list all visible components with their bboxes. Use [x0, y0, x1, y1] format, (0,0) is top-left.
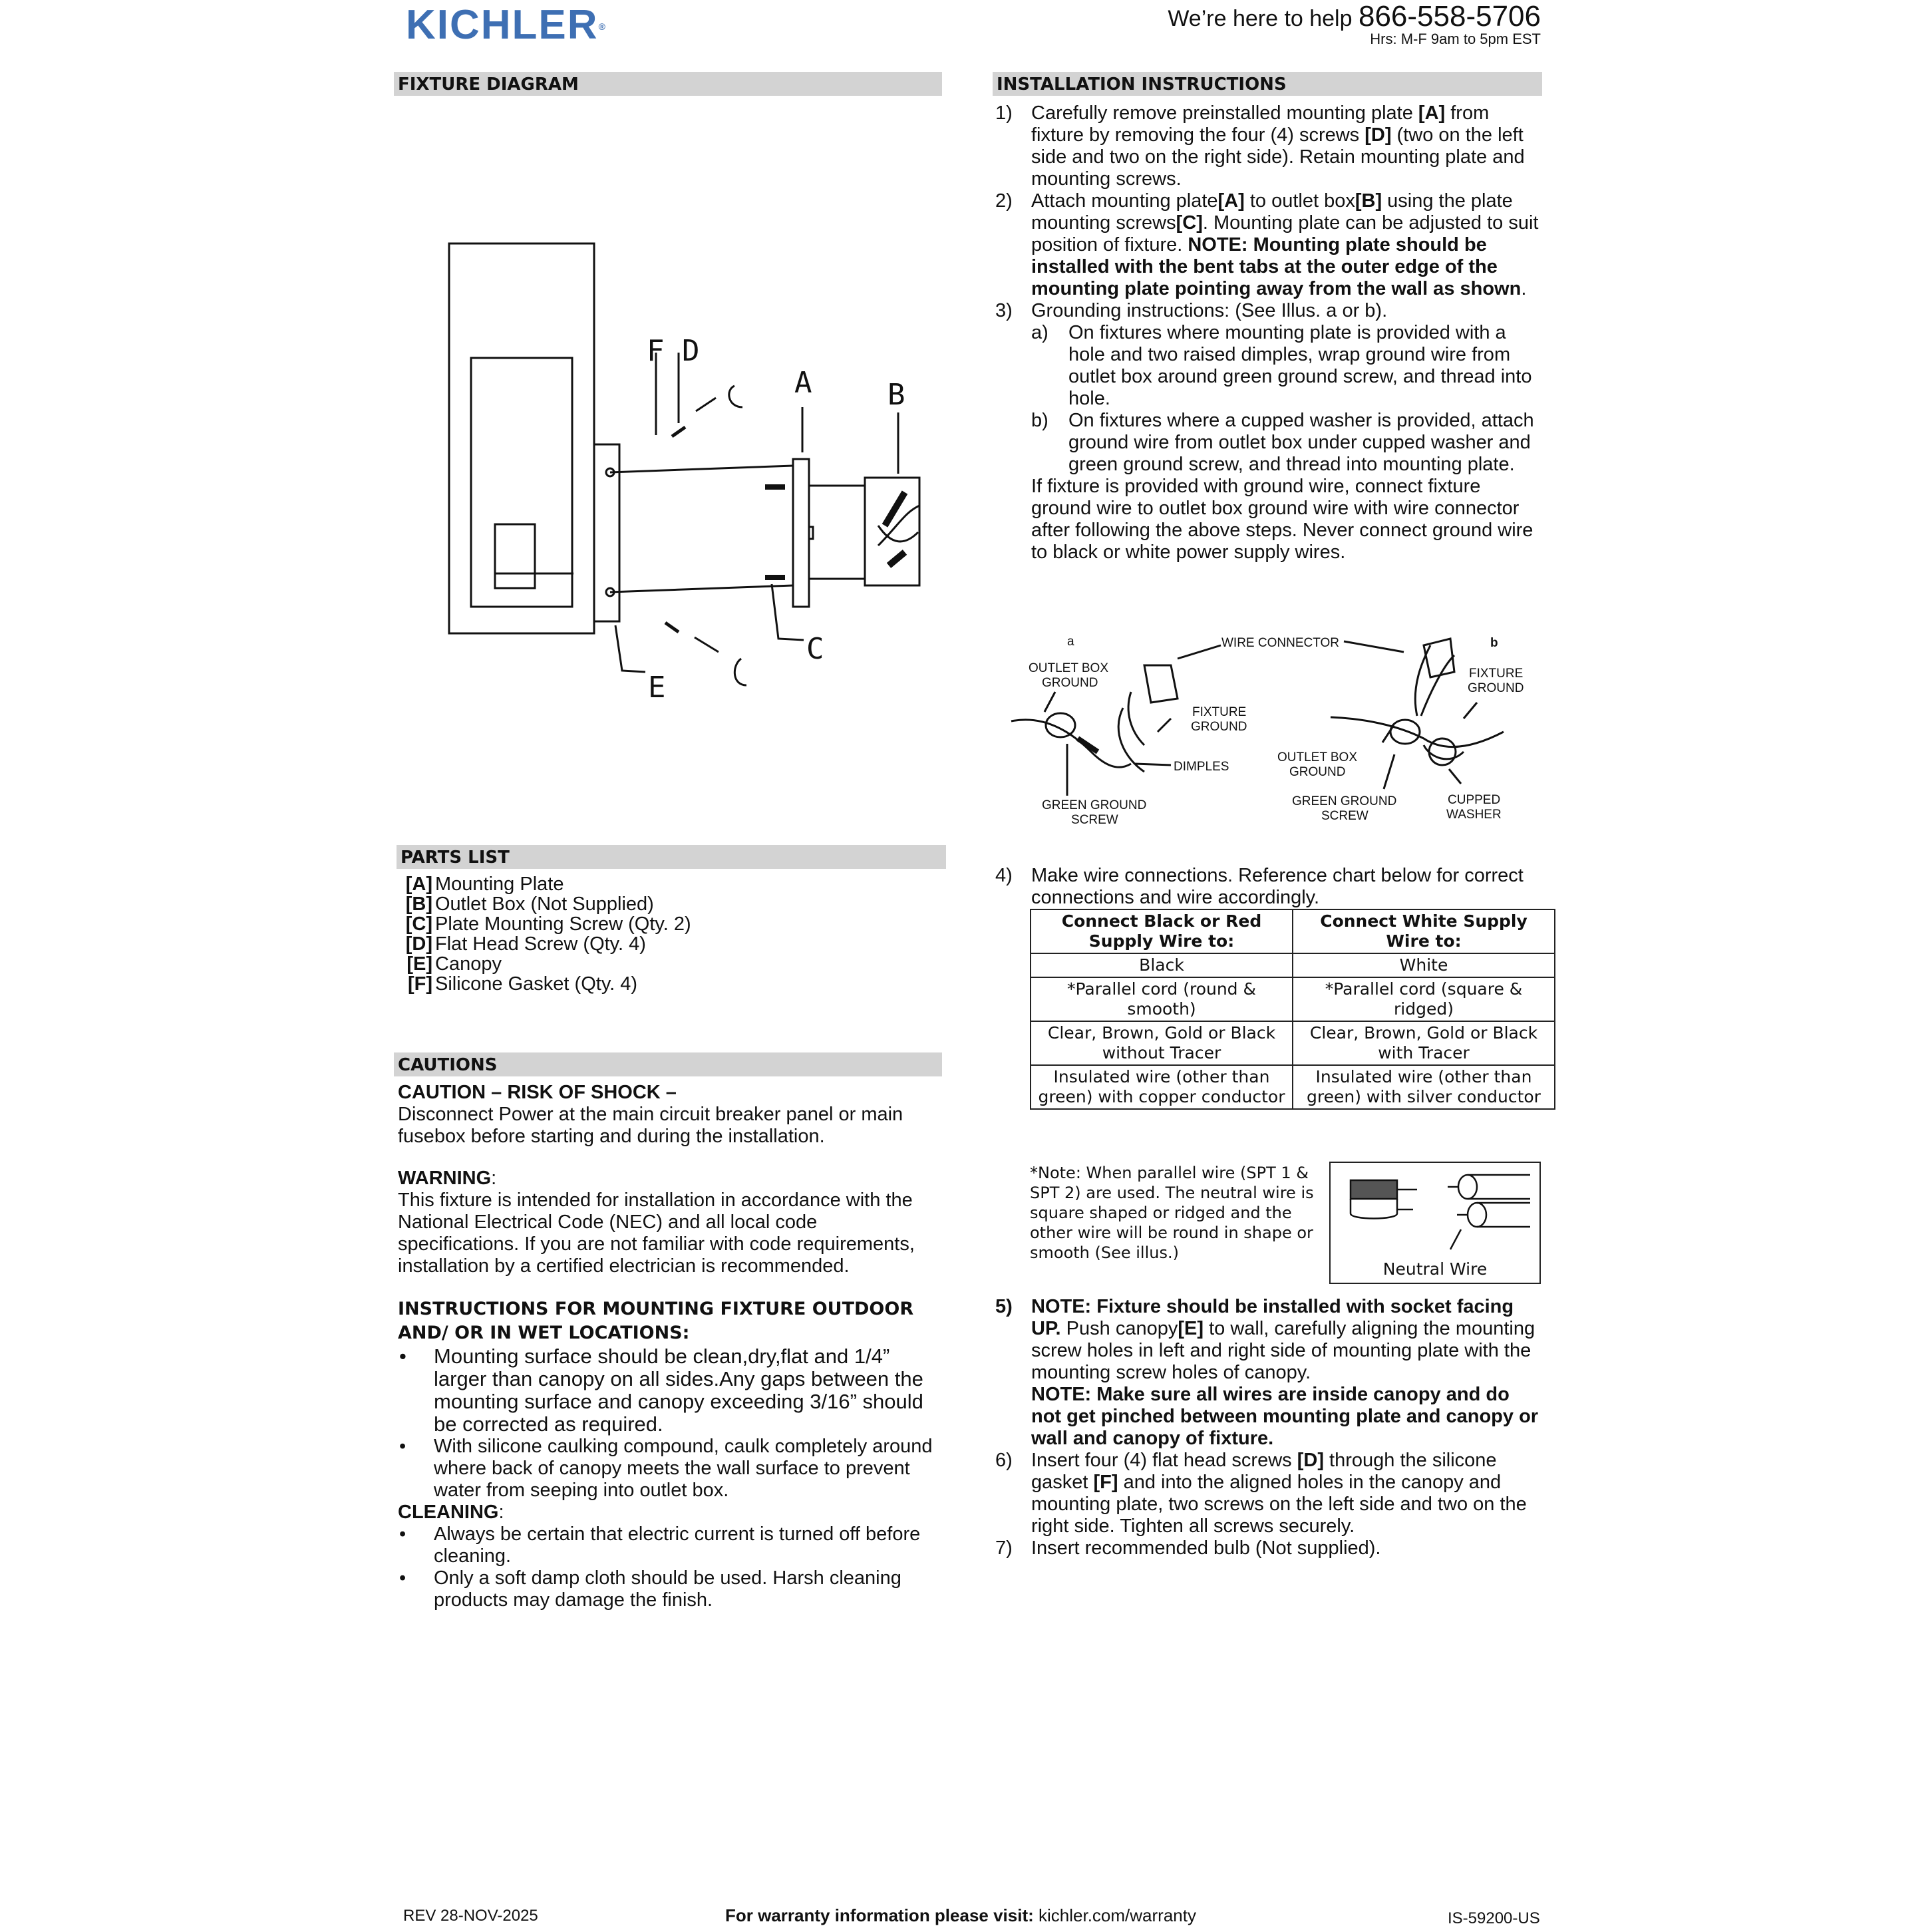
step-3a: a) On fixtures where mounting plate is provided with a hole and two raised dimples, wrap ground wire from outlet box around green ground screw, and thread into hole. [1031, 322, 1532, 409]
section-parts-list: PARTS LIST [397, 845, 946, 869]
warranty-link[interactable]: kichler.com/warranty [1039, 1905, 1196, 1925]
section-fixture-diagram: FIXTURE DIAGRAM [394, 72, 942, 96]
neutral-wire-icon [1331, 1163, 1539, 1256]
shock-text: Disconnect Power at the main circuit breaker panel or main fusebox before starting and during the installation. [398, 1104, 903, 1147]
phone-number: 866-558-5706 [1358, 0, 1541, 33]
green-screw-b-line2: SCREW [1321, 809, 1368, 823]
step-7: 7) Insert recommended bulb (Not supplied). [995, 1537, 1381, 1559]
part-item-f: [F] Silicone Gasket (Qty. 4) [407, 973, 638, 995]
cautions-block: CAUTION – RISK OF SHOCK – Disconnect Power at the main circuit breaker panel or main fusebox before starting and during the installation. WARNING: This fixture is intended for installation in accordance with the National Electrical Code (NEC) and all local code specifications. If you are not familiar with code requirements, installation by a certified electrician is recommended. INSTRUCTIONS FOR MOUNTING FIXTURE OUTDOOR AND/ OR IN WET LOCATIONS: • Mounting surface should be clean,dry,flat and 1/4” larger than canopy on all sides.Any gaps between the mounting surface and canopy exceeding 3/16” should be corrected as required. • With silicone caulking compound, caulk completely around where back of canopy meets the wall surface to prevent water from seeping into outlet box. CLEANING: • Always be certain that electric current is turned off before cleaning. • Only a soft damp cloth should be used. Harsh cleaning products may damage the finish. [398, 1082, 943, 1611]
outlet-box-ground-b-line2: GROUND [1289, 765, 1346, 779]
ground-note: If fixture is provided with ground wire, connect fixture ground wire to outlet box ground wire with wire connector after following the above steps. Never connect ground wire to black or white power supply wires. [1031, 476, 1533, 563]
help-text: We’re here to help [1168, 6, 1353, 31]
steps-1-3 [995, 102, 1542, 564]
label-b: B [887, 378, 905, 412]
green-screw-a-line2: SCREW [1071, 813, 1118, 827]
part-item-d: [D] Flat Head Screw (Qty. 4) [405, 933, 646, 955]
fixture-diagram [426, 233, 945, 725]
brand-logo: KICHLER® [406, 2, 607, 48]
table-header: Connect Black or Red Supply Wire to: [1031, 909, 1293, 953]
outdoor-title: INSTRUCTIONS FOR MOUNTING FIXTURE OUTDOOR AND/ OR IN WET LOCATIONS: [398, 1299, 914, 1343]
shock-title: CAUTION – RISK OF SHOCK – [398, 1082, 677, 1103]
part-item-b: [B] Outlet Box (Not Supplied) [405, 893, 654, 915]
outlet-box-ground-b-line1: OUTLET BOX [1277, 750, 1358, 764]
fixture-ground-b-line1: FIXTURE [1469, 667, 1524, 681]
mounting-plate [793, 459, 809, 607]
fixture-ground-b-line2: GROUND [1468, 681, 1524, 695]
part-item-c: [C] Plate Mounting Screw (Qty. 2) [405, 913, 691, 935]
help-contact [1168, 0, 1541, 48]
steps-5-7 [995, 1296, 1542, 1559]
warning-text: This fixture is intended for installation in accordance with the National Electrical Code (NEC) and all local code specifications. If you are not familiar with code requirements, installation by a certified electrician is recommended. [398, 1190, 915, 1277]
step-4: 4) Make wire connections. Reference chart below for correct connections and wire accordingly. [995, 865, 1524, 908]
part-item-e: [E] Canopy [406, 953, 502, 975]
section-installation: INSTALLATION INSTRUCTIONS [993, 72, 1542, 96]
cleaning-item: • Only a soft damp cloth should be used. Harsh cleaning products may damage the finish. [399, 1567, 901, 1611]
green-screw-a-line1: GREEN GROUND [1042, 798, 1147, 812]
fixture-window [471, 358, 572, 607]
hours: Hrs: M-F 9am to 5pm EST [1370, 31, 1541, 47]
fixture-ground-a-line1: FIXTURE [1192, 705, 1247, 719]
label-c: C [806, 632, 824, 666]
cleaning-item: • Always be certain that electric current is turned off before cleaning. [399, 1524, 921, 1567]
revision-date: REV 28-NOV-2025 [403, 1907, 538, 1925]
dimples-label: DIMPLES [1174, 760, 1229, 774]
table-header: Connect White Supply Wire to: [1293, 909, 1555, 953]
label-fd: F D [647, 334, 700, 368]
warranty-info: For warranty information please visit: kichler.com/warranty [725, 1905, 1196, 1925]
table-row: Insulated wire (other than green) with copper conductor Insulated wire (other than green) with silver conductor [1031, 1065, 1555, 1109]
cupped-washer-line2: WASHER [1446, 808, 1502, 822]
step-1: 1) Carefully remove preinstalled mounting plate [A] from fixture by removing the four (4) screws [D] (two on the left side and two on the right side). Retain mounting plate and mounting screws. [995, 102, 1525, 190]
wire-connection-table [1030, 909, 1555, 1110]
warning-title: WARNING [398, 1168, 492, 1189]
label-e: E [648, 671, 666, 705]
table-row: Black White [1031, 953, 1555, 977]
illus-b-label: b [1490, 636, 1498, 650]
part-item-a: [A] Mounting Plate [405, 874, 564, 895]
fixture-ground-a-line2: GROUND [1191, 720, 1247, 734]
neutral-wire-illustration [1329, 1162, 1541, 1284]
parallel-wire-note: *Note: When parallel wire (SPT 1 & SPT 2) are used. The neutral wire is square shaped or ridged and the other wire will be round in shape or smooth (See illus.) [1030, 1164, 1314, 1262]
step-5: 5) NOTE: Fixture should be installed with socket facing UP. Push canopy[E] to wall, carefully aligning the mounting screw holes in left and right side of mounting plate with the mounting screw holes of canopy. NOTE: Make sure all wires are inside canopy and do not get pinched between mounting plate and canopy or wall and canopy of fixture. [995, 1296, 1539, 1449]
outdoor-item: • Mounting surface should be clean,dry,flat and 1/4” larger than canopy on all sides.Any gaps between the mounting surface and canopy exceeding 3/16” should be corrected as required. [399, 1345, 923, 1436]
document-id: IS-59200-US [1448, 1909, 1540, 1927]
outlet-box-ground-a-line1: OUTLET BOX [1029, 661, 1109, 675]
cleaning-title: CLEANING [398, 1502, 499, 1523]
illus-a-label: a [1067, 635, 1074, 649]
outlet-box-ground-a-line2: GROUND [1042, 676, 1098, 690]
grounding-illustration [998, 629, 1530, 828]
step-3: 3) Grounding instructions: (See Illus. a or b). a) On fixtures where mounting plate is provided with a hole and two raised dimples, wrap ground wire from outlet box around green ground screw, and thread into hole. b) On fixtures where a cupped washer is provided, attach ground wire from outlet box under cupped washer and green ground screw, and thread into mounting plate. If fixture is provided with ground wire, connect fixture ground wire to outlet box ground wire with wire connector after following the above steps. Never connect ground wire to black or white power supply wires. [995, 300, 1542, 564]
neutral-wire-label: Neutral Wire [1382, 1259, 1488, 1279]
table-row: *Parallel cord (round & smooth) *Parallel cord (square & ridged) [1031, 977, 1555, 1021]
table-row: Clear, Brown, Gold or Black without Tracer Clear, Brown, Gold or Black with Tracer [1031, 1021, 1555, 1065]
parts-list [399, 874, 691, 994]
outdoor-item: • With silicone caulking compound, caulk completely around where back of canopy meets the wall surface to prevent water from seeping into outlet box. [399, 1436, 933, 1501]
step-6: 6) Insert four (4) flat head screws [D] through the silicone gasket [F] and into the aligned holes in the canopy and mounting plate, two screws on the left side and two on the right side. Tighten all screws securely. [995, 1450, 1527, 1537]
wire-connector-label: WIRE CONNECTOR [1221, 636, 1339, 650]
step-2: 2) Attach mounting plate[A] to outlet box[B] using the plate mounting screws[C]. Mounting plate can be adjusted to suit position of fixture. NOTE: Mounting plate should be installed with the bent tabs at the outer edge of the mounting plate pointing away from the wall as shown. [995, 190, 1539, 299]
green-screw-b-line1: GREEN GROUND [1292, 794, 1397, 808]
section-cautions: CAUTIONS [394, 1052, 942, 1076]
label-a: A [794, 366, 812, 400]
step-3b: b) On fixtures where a cupped washer is provided, attach ground wire from outlet box under cupped washer and green ground screw, and thread into mounting plate. [1031, 410, 1534, 475]
cupped-washer-line1: CUPPED [1448, 793, 1501, 807]
